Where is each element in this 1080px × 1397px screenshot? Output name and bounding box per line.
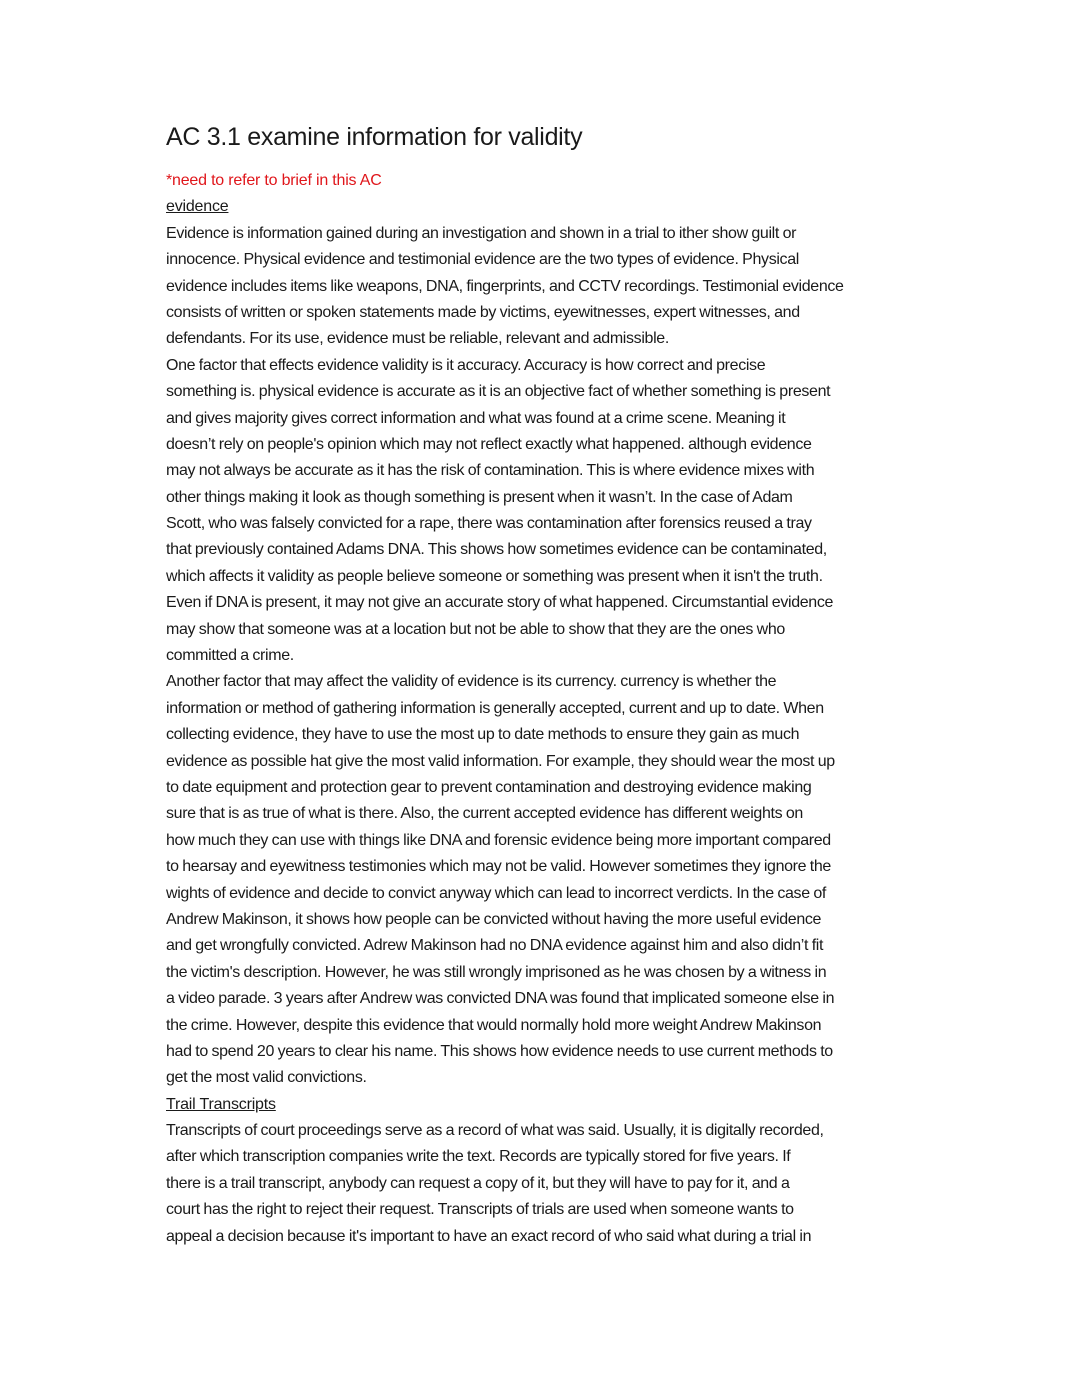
text-line: and gives majority gives correct information and what was found at a crime scene. Meaning it [166, 409, 786, 427]
text-line: Even if DNA is present, it may not give an accurate story of what happened. Circumstantial evidence [166, 594, 834, 612]
text-line: to date equipment and protection gear to prevent contamination and destroying evidence making [166, 778, 812, 796]
page-title: AC 3.1 examine information for validity [166, 123, 583, 151]
text-line: court has the right to reject their request. Transcripts of trials are used when someone wants to [166, 1201, 794, 1219]
text-line: innocence. Physical evidence and testimonial evidence are the two types of evidence. Physical [166, 251, 799, 269]
text-line: evidence includes items like weapons, DNA, fingerprints, and CCTV recordings. Testimonial evidence [166, 277, 844, 295]
text-line: consists of written or spoken statements made by victims, eyewitnesses, expert witnesses, and [166, 303, 800, 321]
text-line: Transcripts of court proceedings serve as a record of what was said. Usually, it is digitally recorded, [166, 1122, 824, 1140]
text-line: doesn’t rely on people's opinion which may not reflect exactly what happened. although evidence [166, 435, 812, 453]
paragraph-definition [166, 221, 926, 353]
text-line: other things making it look as though something is present when it wasn’t. In the case of Adam [166, 488, 793, 506]
text-line: the crime. However, despite this evidence that would normally hold more weight Andrew Makinson [166, 1016, 822, 1034]
text-line: may not always be accurate as it has the risk of contamination. This is where evidence mixes with [166, 462, 815, 480]
text-line: and get wrongfully convicted. Adrew Makinson had no DNA evidence against him and also didn’t fit [166, 937, 824, 955]
text-line: may show that someone was at a location but not be able to show that they are the ones who [166, 620, 785, 638]
text-line: a video parade. 3 years after Andrew was convicted DNA was found that implicated someone else in [166, 990, 835, 1008]
text-line: Another factor that may affect the validity of evidence is its currency. currency is whether the [166, 673, 777, 691]
section-evidence [166, 194, 926, 1091]
text-line: defendants. For its use, evidence must be reliable, relevant and admissible. [166, 330, 669, 348]
text-line: wights of evidence and decide to convict anyway which can lead to incorrect verdicts. In the case of [166, 884, 826, 902]
text-line: there is a trail transcript, anybody can request a copy of it, but they will have to pay for it, and a [166, 1174, 790, 1192]
text-line: get the most valid convictions. [166, 1069, 367, 1087]
text-line: to hearsay and eyewitness testimonies which may not be valid. However sometimes they ignore the [166, 858, 831, 876]
text-line: Evidence is information gained during an investigation and shown in a trial to ither show guilt or [166, 224, 797, 242]
text-line: One factor that effects evidence validity is it accuracy. Accuracy is how correct and precise [166, 356, 766, 374]
text-line: evidence as possible hat give the most valid information. For example, they should wear the most up [166, 752, 835, 770]
text-line: after which transcription companies write the text. Records are typically stored for five years. If [166, 1148, 791, 1166]
text-line: how much they can use with things like DNA and forensic evidence being more important compared [166, 831, 831, 849]
document-body [166, 118, 926, 1250]
text-line: that previously contained Adams DNA. This shows how sometimes evidence can be contaminated, [166, 541, 827, 559]
text-line: collecting evidence, they have to use the most up to date methods to ensure they gain as much [166, 726, 800, 744]
section-heading: evidence [166, 198, 229, 216]
text-line: information or method of gathering information is generally accepted, current and up to date. When [166, 699, 824, 717]
text-line: Andrew Makinson, it shows how people can be convicted without having the more useful evidence [166, 910, 822, 928]
text-line: the victim's description. However, he was still wrongly imprisoned as he was chosen by a witness in [166, 963, 827, 981]
text-line: sure that is as true of what is there. Also, the current accepted evidence has different weights on [166, 805, 803, 823]
section-trail-transcripts [166, 1092, 926, 1250]
text-line: appeal a decision because it's important to have an exact record of who said what during a trial in [166, 1227, 812, 1245]
section-heading: Trail Transcripts [166, 1095, 276, 1113]
text-line: something is. physical evidence is accurate as it is an objective fact of whether something is present [166, 383, 831, 401]
paragraph-accuracy [166, 353, 926, 670]
text-line: Scott, who was falsely convicted for a rape, there was contamination after forensics reused a tray [166, 515, 812, 533]
text-line: had to spend 20 years to clear his name. This shows how evidence needs to use current methods to [166, 1042, 833, 1060]
text-line: which affects it validity as people believe someone or something was present when it isn't the truth. [166, 567, 823, 585]
paragraph-currency [166, 669, 926, 1091]
red-note: *need to refer to brief in this AC [166, 172, 382, 189]
text-line: committed a crime. [166, 647, 294, 665]
paragraph-transcripts [166, 1118, 926, 1250]
